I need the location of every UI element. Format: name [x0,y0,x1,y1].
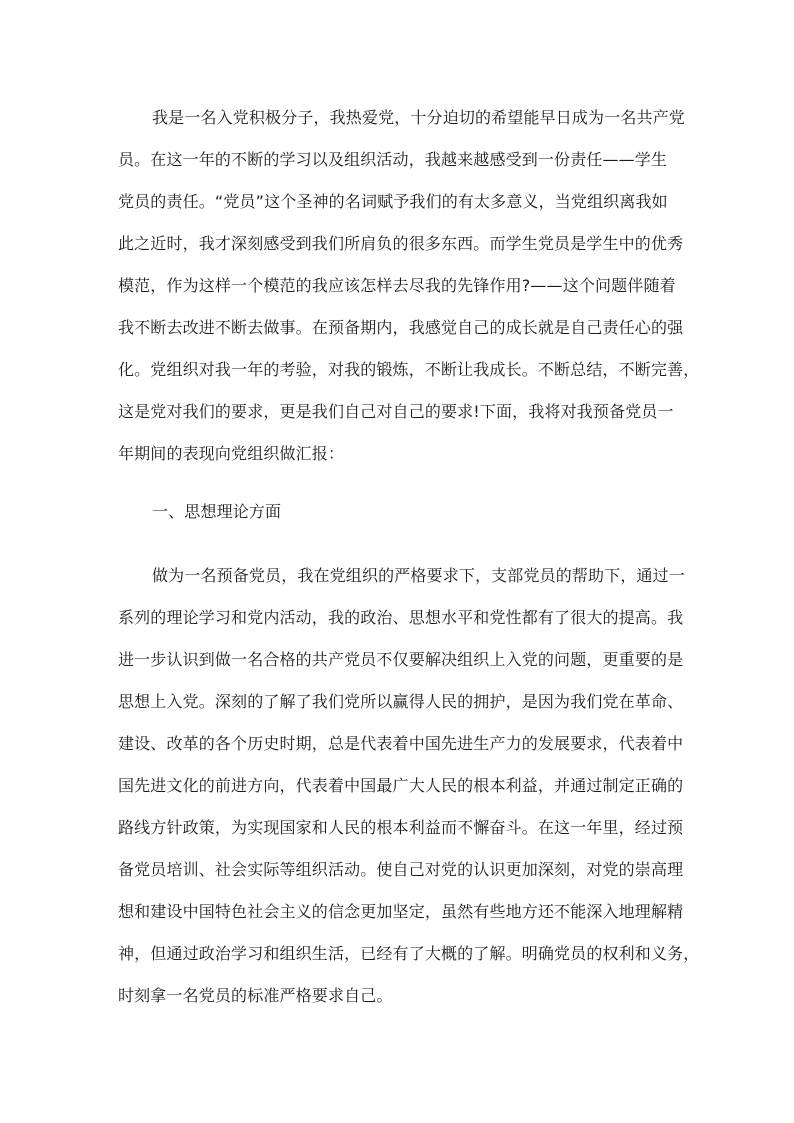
text-line: 此之近时，我才深刻感受到我们所肩负的很多东西。而学生党员是学生中的优秀 [118,234,684,253]
text-line: 员。在这一年的不断的学习以及组织活动，我越来越感受到一份责任——学生 [118,150,668,169]
text-line: 系列的理论学习和党内活动，我的政治、思想水平和党性都有了很大的提高。我 [118,608,684,627]
text-line: 这是党对我们的要求，更是我们自己对自己的要求!下面，我将对我预备党员一 [118,402,674,421]
text-line: 思想上入党。深刻的了解了我们党所以赢得人民的拥护，是因为我们党在革命、 [118,692,684,711]
text-line: 备党员培训、社会实际等组织活动。使自己对党的认识更加深刻，对党的崇高理 [118,860,684,879]
text-line: 化。党组织对我一年的考验，对我的锻炼，不断让我成长。不断总结，不断完善， [118,360,700,379]
text-line: 国先进文化的前进方向，代表着中国最广大人民的根本利益，并通过制定正确的 [118,776,684,795]
text-line: 路线方针政策，为实现国家和人民的根本利益而不懈奋斗。在这一年里，经过预 [118,818,684,837]
text-line: 我是一名入党积极分子，我热爱党，十分迫切的希望能早日成为一名共产党 [152,108,685,127]
text-line: 建设、改革的各个历史时期，总是代表着中国先进生产力的发展要求，代表着中 [118,734,684,753]
text-line: 我不断去改进不断去做事。在预备期内，我感觉自己的成长就是自己责任心的强 [118,318,684,337]
section-heading: 一、思想理论方面 [152,502,282,521]
text-line: 神，但通过政治学习和组织生活，已经有了大概的了解。明确党员的权利和义务， [118,944,700,963]
text-line: 时刻拿一名党员的标准严格要求自己。 [118,986,393,1005]
text-line: 党员的责任。“党员”这个圣神的名词赋予我们的有太多意义，当党组织离我如 [118,192,668,211]
text-line: 年期间的表现向党组织做汇报： [118,444,345,463]
text-line: 进一步认识到做一名合格的共产党员不仅要解决组织上入党的问题，更重要的是 [118,650,684,669]
text-line: 想和建设中国特色社会主义的信念更加坚定，虽然有些地方还不能深入地理解精 [118,902,684,921]
text-line: 做为一名预备党员，我在党组织的严格要求下，支部党员的帮助下，通过一 [152,566,685,585]
text-line: 模范，作为这样一个模范的我应该怎样去尽我的先锋作用?——这个问题伴随着 [118,276,676,295]
